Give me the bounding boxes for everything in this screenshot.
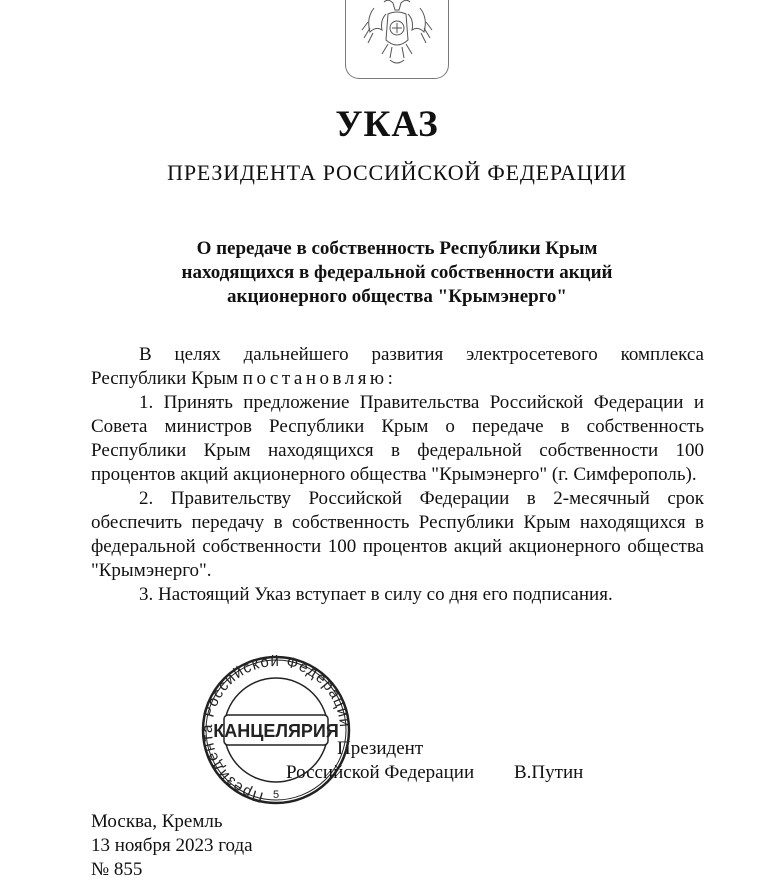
coat-of-arms-emblem [345,0,449,79]
document-title: УКАЗ [335,104,439,145]
double-headed-eagle-icon [346,0,448,78]
preamble-paragraph [91,343,704,391]
place-text: Москва, Кремль [91,811,223,832]
heading-line: акционерного общества "Крымэнерго" [227,286,567,307]
decree-body [91,343,704,607]
decree-item-2: 2. Правительству Российской Федерации в 2-месячный срок обеспечить передачу в собственность Республики Крым находящихся в федеральной собственности 100 процентов акций акционерного общества "Крымэнерго". [91,488,704,581]
decree-verb: постановляю: [242,368,397,389]
seal-number: 5 [272,789,280,801]
signatory-role-line2: Российской Федерации [286,762,475,783]
seal-ring-text: Президента Российской Федерации [198,655,354,805]
decree-item-3: 3. Настоящий Указ вступает в силу со дня его подписания. [139,584,613,605]
place-and-date [91,810,253,882]
signatory-role-line1: Президент [337,738,424,759]
signatory-name: В.Путин [514,762,584,783]
document-subtitle: ПРЕЗИДЕНТА РОССИЙСКОЙ ФЕДЕРАЦИИ [167,160,627,185]
heading-line: находящихся в федеральной собственности акций [181,262,613,283]
seal-icon [196,655,356,805]
seal-center-text: КАНЦЕЛЯРИЯ [213,721,339,741]
decree-number: № 855 [91,859,143,880]
chancellery-seal [196,655,356,805]
decree-item-1: 1. Принять предложение Правительства Российской Федерации и Совета министров Республики Крым о передаче в собственность Республики Крым находящихся в федеральной собственности 100 процентов акций акционерного общества "Крымэнерго" (г. Симферополь). [91,392,704,485]
decree-heading [0,237,774,309]
heading-line: О передаче в собственность Республики Крым [196,238,598,259]
date-text: 13 ноября 2023 года [91,835,253,856]
preamble-text: В целях дальнейшего развития электросетевого комплекса Республики Крым [91,344,704,389]
